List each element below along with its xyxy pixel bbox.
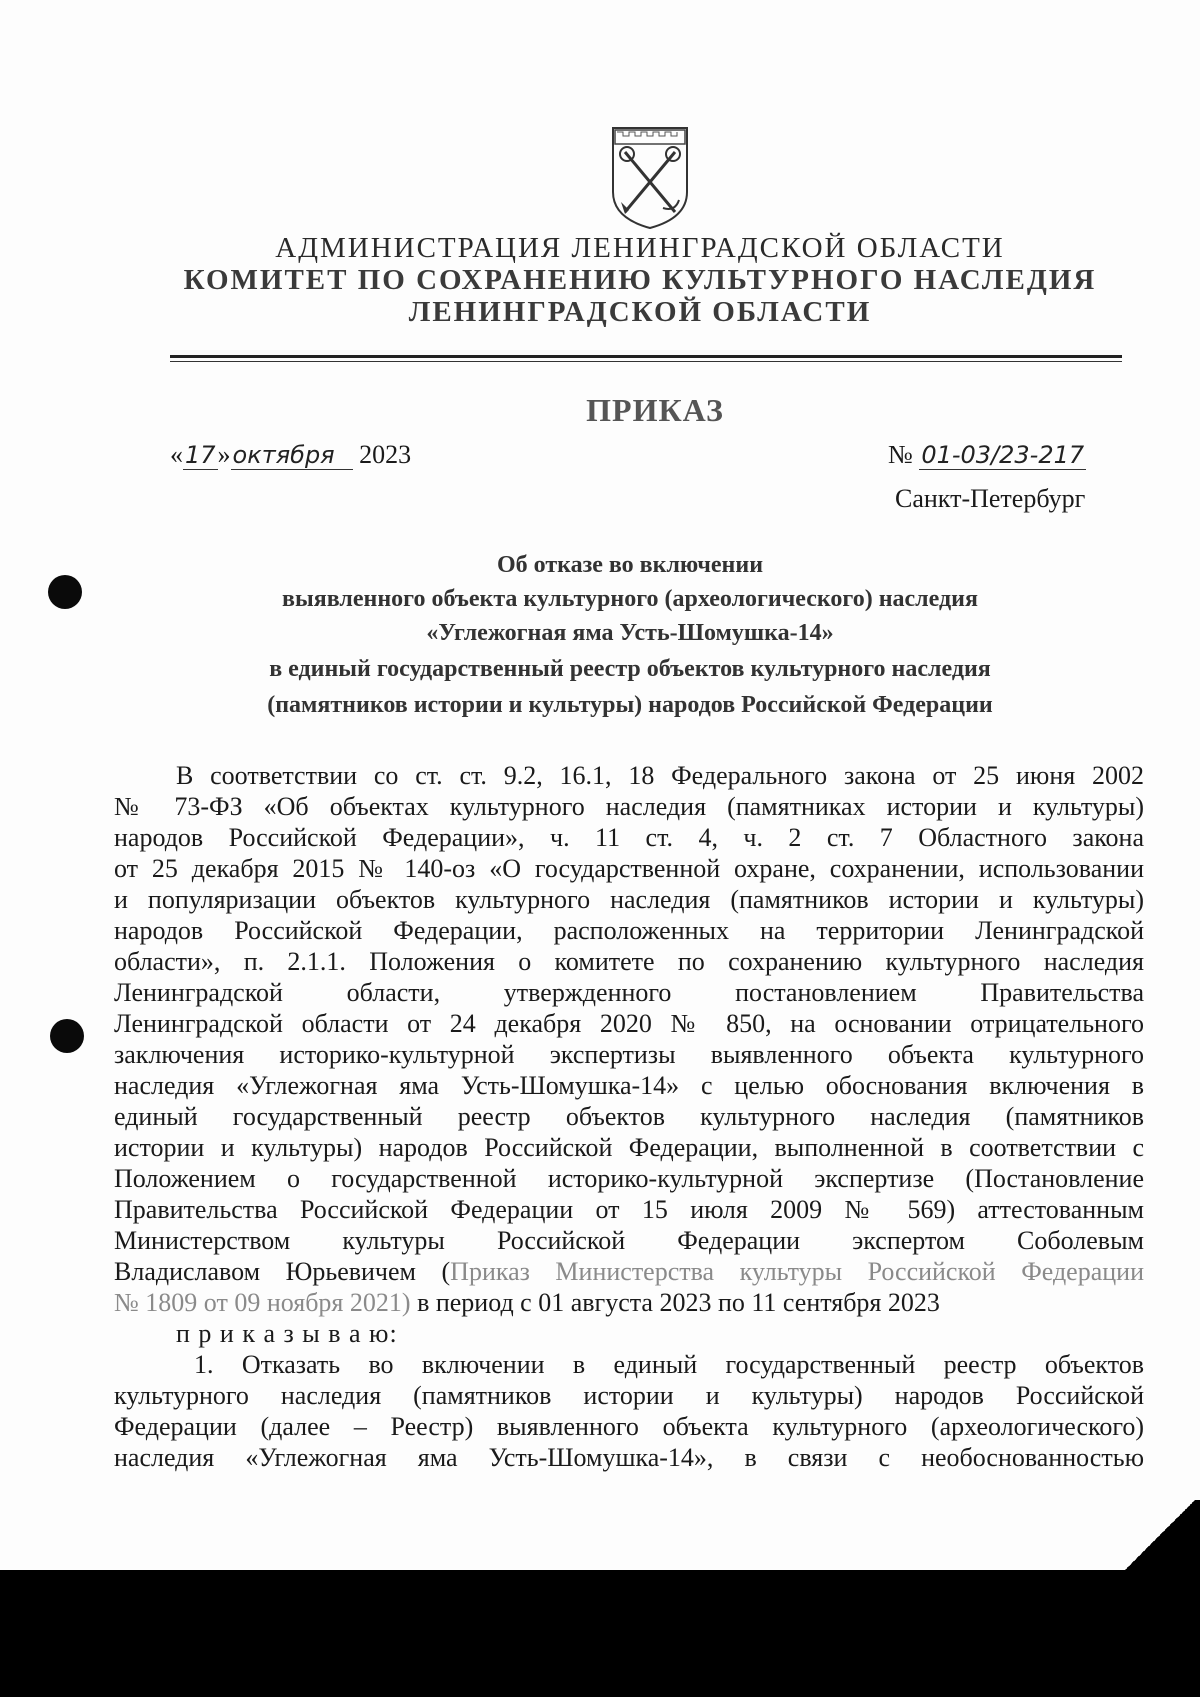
header-divider [170,355,1122,358]
date-open-quote: « [170,440,183,469]
body-line: В соответствии со ст. ст. 9.2, 16.1, 18 Федерального закона от 25 июня 2002 [176,761,1144,790]
header-region: ЛЕНИНГРАДСКОЙ ОБЛАСТИ [408,296,872,328]
body-line: № 73-ФЗ «Об объектах культурного наследия (памятниках истории и культуры) [114,792,1144,821]
scan-bottom-band [0,1570,1200,1697]
item-line: Федерации (далее – Реестр) выявленного объекта культурного (археологического) [114,1412,1144,1441]
subject-line: (памятников истории и культуры) народов Российской Федерации [267,692,993,718]
order-number [888,440,1086,470]
item-line: 1. Отказать во включении в единый государственный реестр объектов [194,1350,1144,1379]
item-line: наследия «Углежогная яма Усть-Шомушка-14», в связи с необоснованностью [114,1443,1144,1472]
number-handwritten: 01-03/23-217 [921,441,1085,469]
body-line: Ленинградской области, утвержденного постановлением Правительства [114,978,1144,1007]
body-line: наследия «Углежогная яма Усть-Шомушка-14» с целью обоснования включения в [114,1071,1144,1100]
subject-line: в единый государственный реестр объектов культурного наследия [269,656,991,682]
header-committee: КОМИТЕТ ПО СОХРАНЕНИЮ КУЛЬТУРНОГО НАСЛЕДИЯ [183,264,1097,296]
body-line: области», п. 2.1.1. Положения о комитете по сохранению культурного наследия [114,947,1144,976]
city: Санкт-Петербург [895,484,1086,513]
date-day-handwritten: 17 [185,441,216,469]
header-divider-thin [170,361,1122,362]
subject-line: Об отказе во включении [496,552,764,578]
punch-hole [48,575,82,609]
preamble-paragraph [114,760,1144,1473]
body-line: единый государственный реестр объектов культурного наследия (памятников [114,1102,1144,1131]
body-line-faded-part: Приказ Министерства культуры Российской Федерации [450,1257,1144,1286]
scan-edge-shadow [1120,1500,1200,1570]
number-prefix: № [888,440,913,469]
body-line: и популяризации объектов культурного наследия (памятников истории и культуры) [114,885,1144,914]
body-line: Правительства Российской Федерации от 15 июля 2009 № 569) аттестованным [114,1195,1144,1224]
subject-line: выявленного объекта культурного (археологического) наследия [282,586,978,612]
order-title: ПРИКАЗ [586,392,724,428]
body-line: Положением о государственной историко-культурной экспертизе (Постановление [114,1164,1144,1193]
body-line: Ленинградской области от 24 декабря 2020 № 850, на основании отрицательного [114,1009,1144,1038]
body-line-part: Владиславом Юрьевичем ( [114,1257,451,1286]
body-line: народов Российской Федерации», ч. 11 ст. 4, ч. 2 ст. 7 Областного закона [114,823,1144,852]
body-line: заключения историко-культурной экспертизы выявленного объекта культурного [114,1040,1144,1069]
subject-line: «Углежогная яма Усть-Шомушка-14» [426,620,834,646]
body-line [114,1287,1144,1318]
order-date [170,440,411,470]
body-line: истории и культуры) народов Российской Федерации, выполненной в соответствии с [114,1133,1144,1162]
decree-word: п р и к а з ы в а ю: [176,1319,398,1348]
body-line-faded-part: № 1809 от 09 ноября 2021) [114,1288,411,1317]
coat-of-arms-logo [605,122,695,232]
body-line: народов Российской Федерации, расположенных на территории Ленинградской [114,916,1144,945]
date-month-handwritten: октября [231,441,353,470]
date-close-quote: » [217,440,231,469]
date-year: 2023 [359,440,412,469]
body-line [114,1256,1144,1287]
body-line: Министерством культуры Российской Федерации экспертом Соболевым [114,1226,1144,1255]
body-line-part: в период с 01 августа 2023 по 11 сентября 2023 [410,1288,940,1317]
header-administration: АДМИНИСТРАЦИЯ ЛЕНИНГРАДСКОЙ ОБЛАСТИ [275,232,1005,264]
punch-hole [50,1019,84,1053]
body-line: от 25 декабря 2015 № 140-оз «О государственной охране, сохранении, использовании [114,854,1144,883]
item-line: культурного наследия (памятников истории и культуры) народов Российской [114,1381,1144,1410]
